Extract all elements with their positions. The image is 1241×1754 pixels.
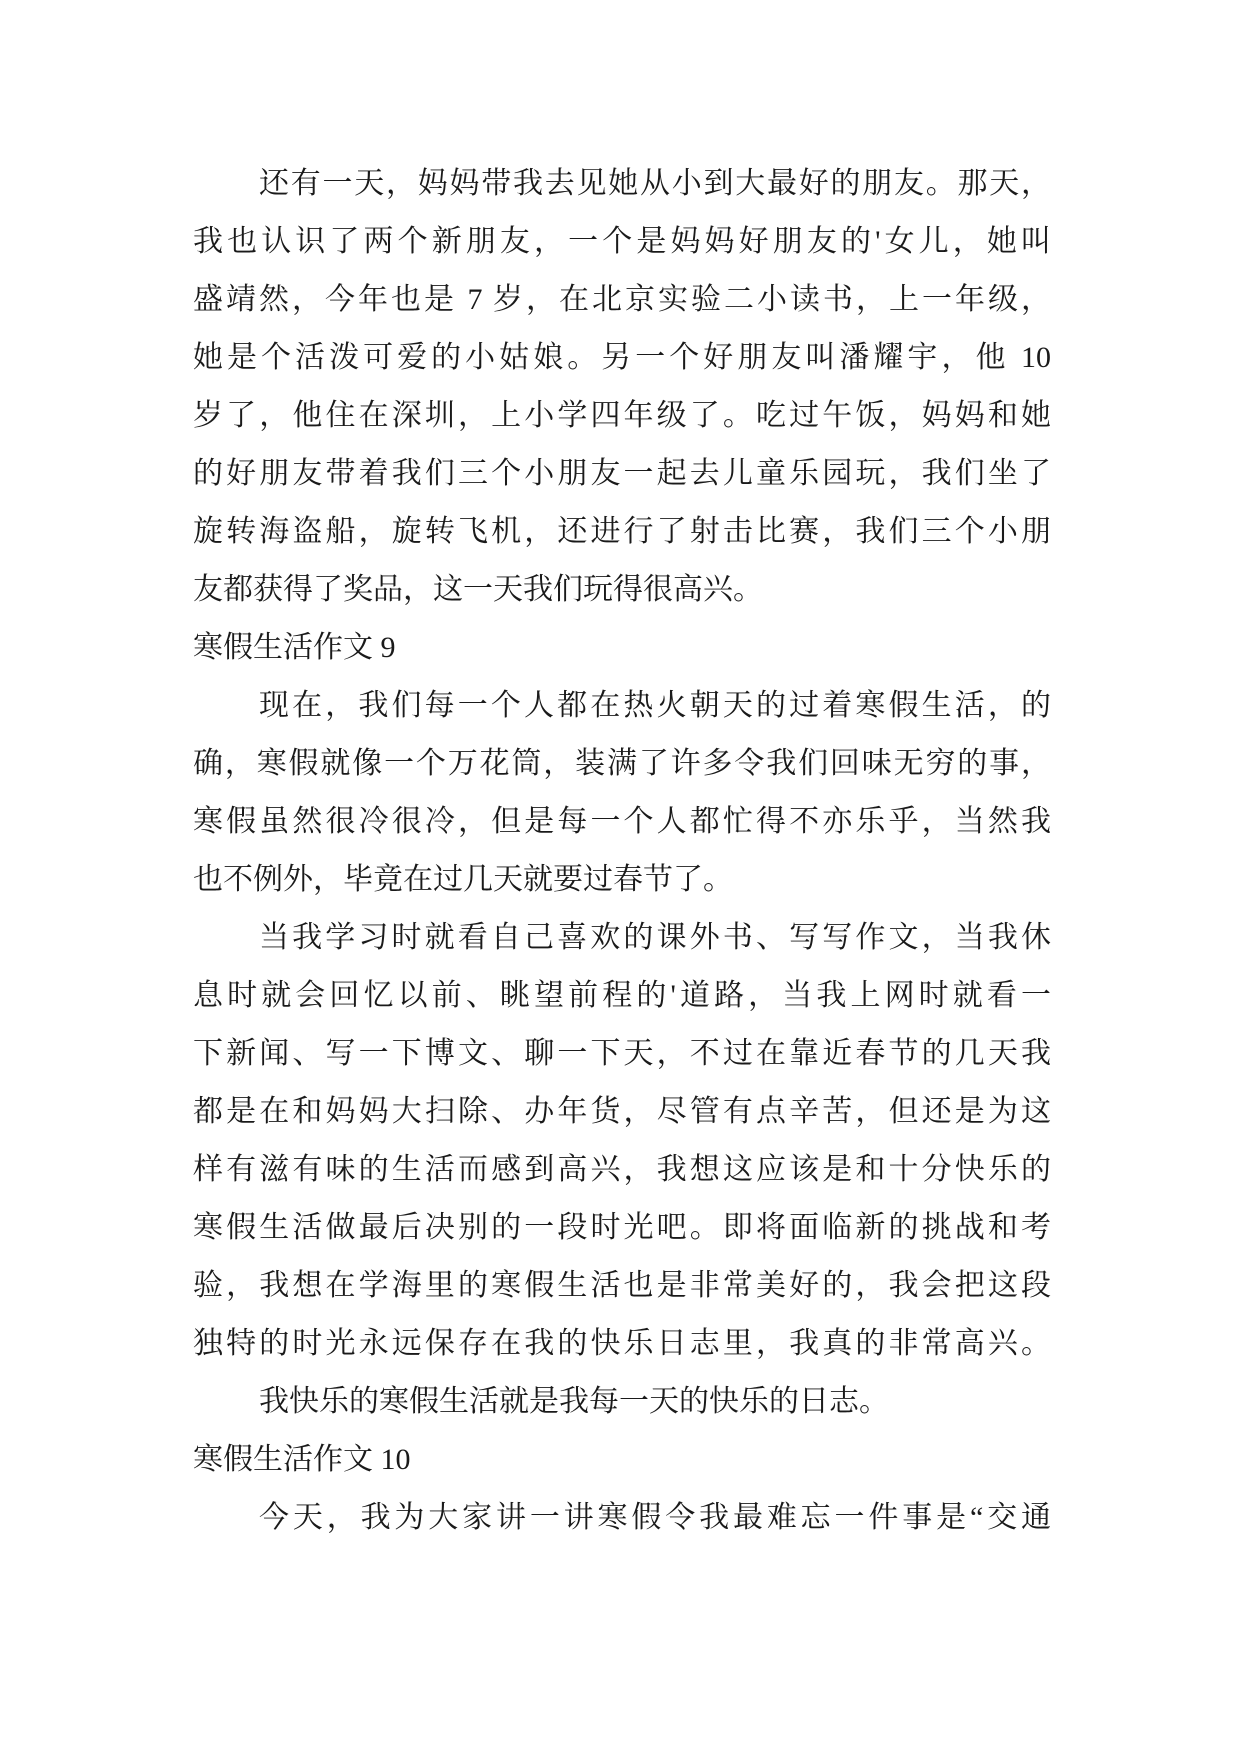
text-line: 样有滋有味的生活而感到高兴，我想这应该是和十分快乐的	[193, 1153, 1051, 1186]
text-line: 下新闻、写一下博文、聊一下天，不过在靠近春节的几天我	[193, 1037, 1051, 1070]
paragraph	[193, 1489, 1051, 1547]
text-line: 验，我想在学海里的寒假生活也是非常美好的，我会把这段	[193, 1269, 1051, 1302]
text-line: 独特的时光永远保存在我的快乐日志里，我真的非常高兴。	[193, 1327, 1051, 1360]
text-line: 我快乐的寒假生活就是我每一天的快乐的日志。	[259, 1385, 889, 1418]
text-line: 旋转海盗船，旋转飞机，还进行了射击比赛，我们三个小朋	[193, 515, 1051, 548]
text-line: 寒假虽然很冷很冷，但是每一个人都忙得不亦乐乎，当然我	[193, 805, 1051, 838]
text-line: 也不例外，毕竟在过几天就要过春节了。	[193, 863, 733, 896]
document-body	[193, 155, 1051, 1547]
text-line: 友都获得了奖品，这一天我们玩得很高兴。	[193, 573, 763, 606]
text-line: 盛靖然，今年也是 7 岁，在北京实验二小读书，上一年级，	[193, 283, 1051, 316]
text-line: 今天，我为大家讲一讲寒假令我最难忘一件事是“交通	[259, 1501, 1051, 1534]
text-line: 都是在和妈妈大扫除、办年货，尽管有点辛苦，但还是为这	[193, 1095, 1051, 1128]
section-heading: 寒假生活作文 10	[193, 1443, 411, 1476]
paragraph	[193, 1373, 1051, 1431]
text-line: 岁了，他住在深圳，上小学四年级了。吃过午饭，妈妈和她	[193, 399, 1051, 432]
paragraph	[193, 677, 1051, 909]
text-line: 还有一天，妈妈带我去见她从小到大最好的朋友。那天，	[259, 167, 1051, 200]
text-line: 她是个活泼可爱的小姑娘。另一个好朋友叫潘耀宇，他 10	[193, 341, 1051, 374]
section-heading: 寒假生活作文 9	[193, 631, 396, 664]
text-line: 的好朋友带着我们三个小朋友一起去儿童乐园玩，我们坐了	[193, 457, 1051, 490]
text-line: 我也认识了两个新朋友，一个是妈妈好朋友的'女儿，她叫	[193, 225, 1051, 258]
text-line: 确，寒假就像一个万花筒，装满了许多令我们回味无穷的事，	[193, 747, 1051, 780]
paragraph	[193, 909, 1051, 1373]
text-line: 寒假生活做最后决别的一段时光吧。即将面临新的挑战和考	[193, 1211, 1051, 1244]
text-line: 当我学习时就看自己喜欢的课外书、写写作文，当我休	[259, 921, 1051, 954]
text-line: 息时就会回忆以前、眺望前程的'道路，当我上网时就看一	[193, 979, 1051, 1012]
paragraph	[193, 155, 1051, 619]
text-line: 现在，我们每一个人都在热火朝天的过着寒假生活，的	[259, 689, 1051, 722]
